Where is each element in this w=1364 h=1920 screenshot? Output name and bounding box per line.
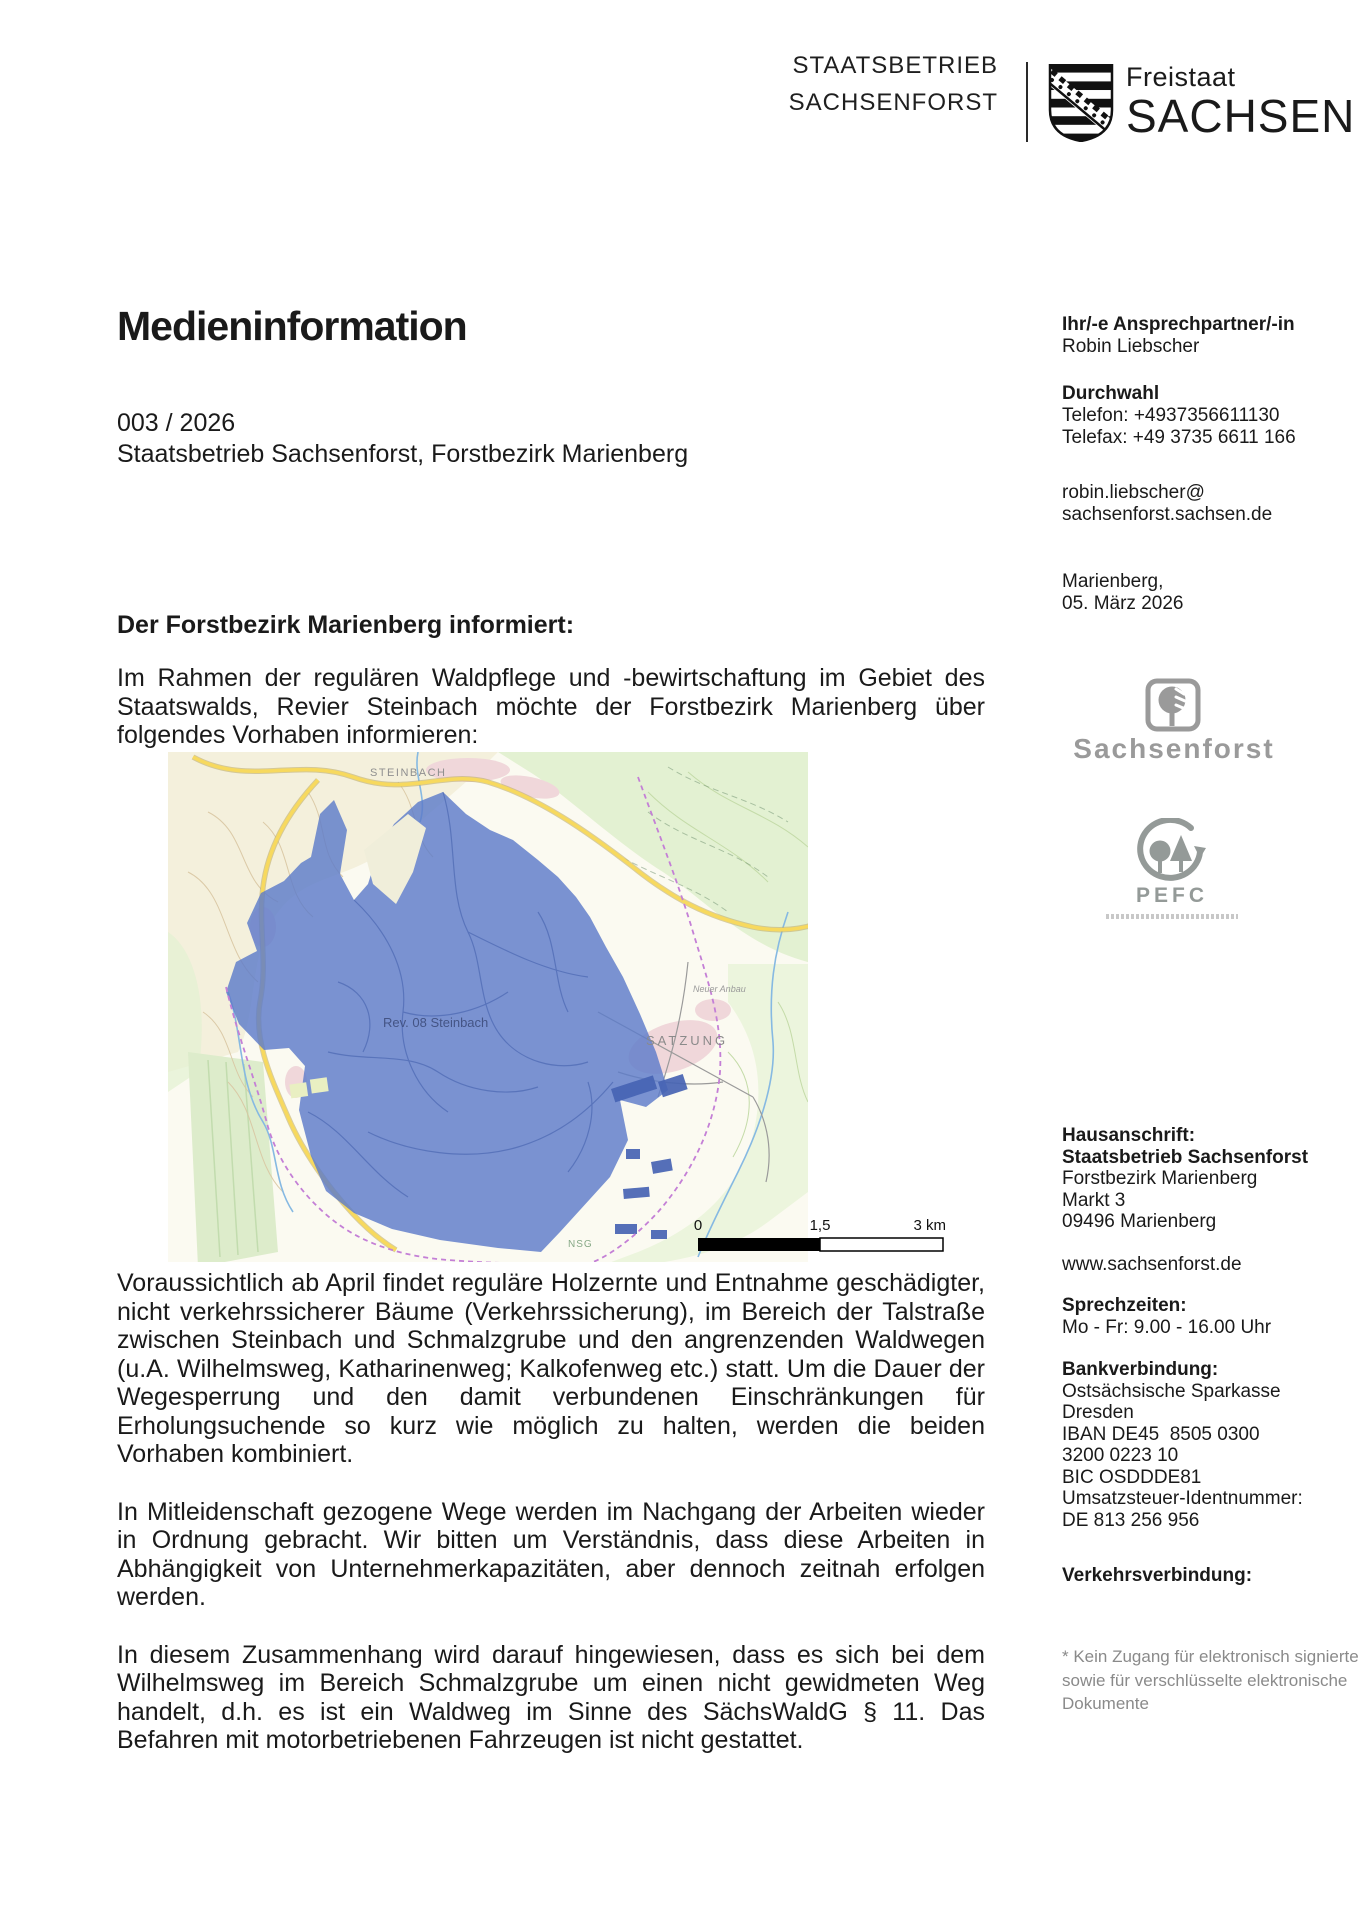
- map-label-steinbach: STEINBACH: [370, 767, 447, 779]
- pefc-logo-icon: [1136, 818, 1208, 891]
- header-org-line2: SACHSENFORST: [788, 89, 998, 116]
- durchwahl-label: Durchwahl: [1062, 383, 1160, 404]
- bank-line: IBAN DE45 8505 0300: [1062, 1423, 1260, 1445]
- footnote-line: sowie für verschlüsselte elektronische: [1062, 1670, 1348, 1690]
- svg-text:1,5: 1,5: [809, 1217, 831, 1234]
- footnote-line: Dokumente: [1062, 1694, 1149, 1713]
- map-label-satzung: SATZUNG: [646, 1033, 729, 1048]
- header-divider: [1026, 62, 1028, 142]
- paragraph-2: In Mitleidenschaft gezogene Wege werden im Nachgang der Arbeiten wieder in Ordnung gebracht. Wir bitten um Verständnis, dass diese Arbeiten in Abhängigkeit von Unternehmerkapazitäten, aber dennoch zeitnah erfolgen werden.: [117, 1497, 985, 1611]
- pefc-fineprint: [1106, 914, 1238, 919]
- contact-email-line2: sachsenforst.sachsen.de: [1062, 504, 1273, 525]
- hausanschrift-line: Forstbezirk Marienberg: [1062, 1168, 1258, 1189]
- sachsenforst-logo-icon: [1145, 678, 1201, 737]
- contact-date: 05. März 2026: [1062, 593, 1184, 614]
- sachsenforst-logo-text: Sachsenforst: [1073, 733, 1275, 764]
- paragraph-intro: Im Rahmen der regulären Waldpflege und -bewirtschaftung im Gebiet des Staatswalds, Revier Steinbach möchte der Forstbezirk Marienberg über folgendes Vorhaben informieren:: [117, 664, 985, 749]
- contact-telefon: Telefon: +4937356611130: [1062, 405, 1280, 426]
- map-label-revier: Rev. 08 Steinbach: [383, 1015, 489, 1030]
- bank-line: DE 813 256 956: [1062, 1509, 1200, 1531]
- paragraph-3: In diesem Zusammenhang wird darauf hingewiesen, dass es sich bei dem Wilhelmsweg im Bereich Schmalzgrube um einen nicht gewidmeten Weg handelt, d.h. es ist ein Waldweg im Sinne des SächsWaldG § 11. Das Befahren mit motorbetriebenen Fahrzeugen ist nicht gestattet.: [117, 1640, 985, 1754]
- bank-line: Umsatzsteuer-Identnummer:: [1062, 1488, 1303, 1509]
- release-org: Staatsbetrieb Sachsenforst, Forstbezirk Marienberg: [117, 440, 689, 468]
- svg-text:3 km: 3 km: [913, 1217, 946, 1234]
- svg-text:0: 0: [693, 1217, 703, 1234]
- body-paragraphs: [117, 1269, 985, 1784]
- sprechzeiten-label: Sprechzeiten:: [1062, 1295, 1187, 1316]
- body-heading: Der Forstbezirk Marienberg informiert:: [117, 611, 575, 639]
- hausanschrift-line: 09496 Marienberg: [1062, 1211, 1217, 1232]
- footnote: [1062, 1645, 1362, 1716]
- header-state: [1126, 62, 1356, 142]
- contact-block: [1062, 314, 1354, 615]
- sprechzeiten-value: Mo - Fr: 9.00 - 16.00 Uhr: [1062, 1316, 1272, 1338]
- contact-label: Ihr/-e Ansprechpartner/-in: [1062, 314, 1295, 335]
- contact-place: Marienberg,: [1062, 571, 1164, 592]
- paragraph-1: Voraussichtlich ab April findet reguläre Holzernte und Entnahme geschädigter, nicht verkehrssicherer Bäume (Verkehrssicherung), im Bereich der Talstraße zwischen Steinbach und Schmalzgrube und den angrenzenden Waldwegen (u.A. Wilhelmsweg, Katharinenweg; Kalkofenweg etc.) statt. Um die Dauer der Wegesperrung und den damit verbundenen Einschränkungen für Erholungsuchende so kurz wie möglich zu halten, werden die beiden Vorhaben kombiniert.: [117, 1269, 985, 1468]
- website: www.sachsenforst.de: [1062, 1253, 1242, 1275]
- bank-line: Ostsächsische Sparkasse: [1062, 1380, 1281, 1402]
- bank-line: 3200 0223 10: [1062, 1445, 1179, 1466]
- header-org-line1: STAATSBETRIEB: [792, 52, 998, 79]
- contact-telefax: Telefax: +49 3735 6611 166: [1062, 427, 1296, 448]
- hausanschrift-org: Staatsbetrieb Sachsenforst: [1062, 1146, 1309, 1168]
- forest-map: [168, 752, 950, 1270]
- hausanschrift-label: Hausanschrift:: [1062, 1125, 1196, 1146]
- release-meta: [117, 408, 688, 470]
- saxony-coat-of-arms-icon: [1048, 64, 1114, 147]
- verkehrsverbindung-label: Verkehrsverbindung:: [1062, 1565, 1253, 1586]
- state-line2: SACHSEN: [1126, 90, 1356, 142]
- hausanschrift-line: Markt 3: [1062, 1189, 1126, 1211]
- pefc-logo-text: PEFC: [1135, 884, 1208, 907]
- map-label-nsg: NSG: [568, 1239, 593, 1250]
- address-block: [1062, 1125, 1354, 1531]
- header-org: [640, 47, 998, 121]
- map-label-neuer-anbau: Neuer Anbau: [693, 984, 746, 994]
- bank-line: Dresden: [1062, 1402, 1134, 1423]
- state-line1: Freistaat: [1126, 62, 1236, 92]
- release-number: 003 / 2026: [117, 409, 236, 437]
- page-title: Medieninformation: [117, 303, 467, 349]
- bank-label: Bankverbindung:: [1062, 1359, 1219, 1380]
- contact-name: Robin Liebscher: [1062, 336, 1200, 357]
- contact-email-line1: robin.liebscher@: [1062, 482, 1205, 503]
- bank-line: BIC OSDDDE81: [1062, 1466, 1202, 1488]
- footnote-line: * Kein Zugang für elektronisch signierte: [1062, 1647, 1359, 1666]
